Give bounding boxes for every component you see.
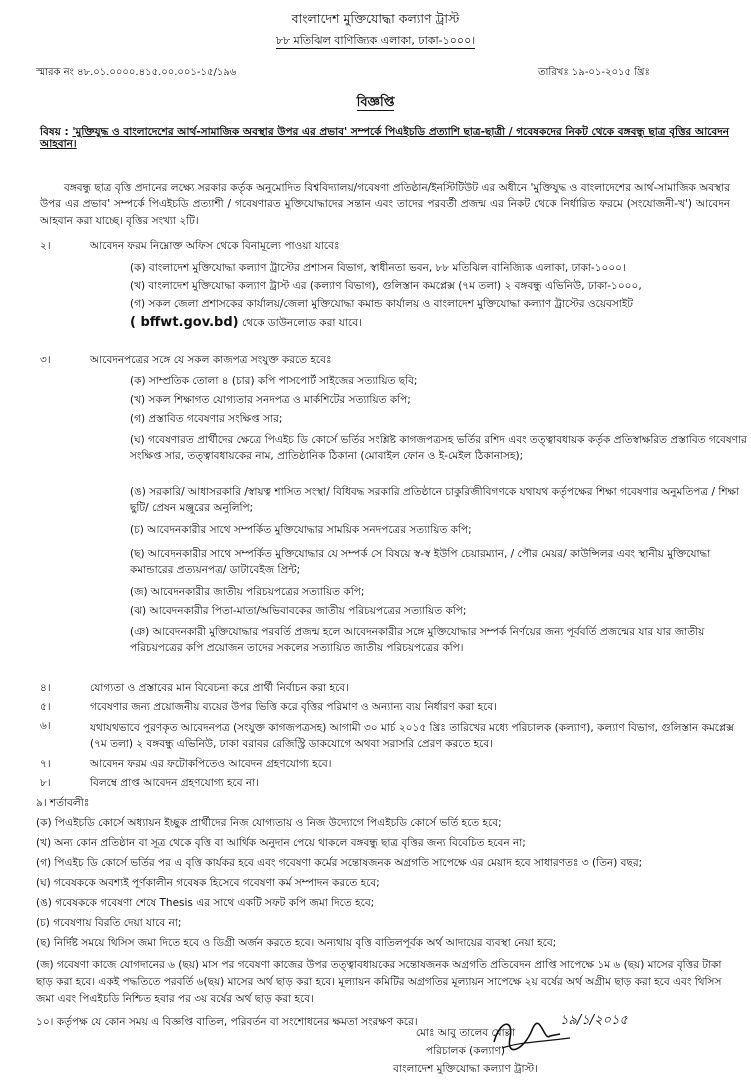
- point-5-text: গবেষণার জন্য প্রয়োজনীয় ব্যয়ের উপর ভিত্তি করে বৃত্তির পরিমাণ ও অন্যান্য ব্যয় নির্ধারণ করা হবে।: [90, 701, 497, 713]
- subject-label: বিষয় :: [40, 126, 69, 138]
- point-6-number: ৬।: [40, 720, 51, 732]
- notice-title-text: বিজ্ঞপ্তি: [356, 95, 395, 110]
- condition-item: (ঙ) গবেষককে গবেষণা শেষে Thesis এর সাথে একটি সফট কপি জমা দিতে হবে;: [36, 897, 375, 909]
- point-5-number: ৫।: [40, 701, 51, 713]
- point-7-number: ৭।: [40, 758, 51, 770]
- condition-item: (জ) গবেষণা কাজে যোগদানের ৬ (ছয়) মাস পর গবেষণা কাজের উপর তত্ত্বাবধায়কের সন্তোষজনক অগ্রগতি প্রতিবেদন প্রাপ্তি সাপেক্ষে ১ম ৬ (ছয়) মাসের বৃত্তির টাকা ছাড় করা হবে। একই পদ্ধতিতে পরবর্তি ৬(ছয়) মাসের অর্থ ছাড় করা হবে। মূল্যায়ন কমিটির অগ্রগতির মূল্যায়ন সাপেক্ষে ২য় বর্ষের অর্থ অগ্রীম ছাড় করা হবে এবং থিসিস জমা এবং পিএইচডি নিশ্চিত হবার পর ৩য় বর্ষের অর্থ ছাড় করা হবে।: [36, 959, 722, 1005]
- section-3-item-ka: (ক) সাম্প্রতিক তোলা ৪ (চার) কপি পাসপোর্ট সাইজের সত্যায়িত ছবি;: [130, 375, 418, 387]
- section-3-number: ৩।: [40, 354, 51, 366]
- header-address-text: ৮৮ মতিঝিল বাণিজ্যিক এলাকা, ঢাকা-১০০০।: [275, 34, 476, 47]
- section-3-item-chha: (ছ) আবেদনকারীর সাথে সম্পর্কিত মুক্তিযোদ্ধার যে সম্পর্ক সে বিষয়ে স্ব-স্ব ইউপি চেয়ারম্যান, / পৌর মেয়র/ কাউন্সিলর এবং স্থানীয় মুক্তিযোদ্ধা কমান্ডারের প্রত্যয়নপত্র/ ডাটাবেইজ প্রিন্ট;: [130, 548, 711, 577]
- condition-item: (খ) অন্য কোন প্রতিষ্ঠান বা সূত্র থেকে বৃত্তি বা আর্থিক অনুদান পেয়ে থাকলে বঙ্গবন্ধু ছাত্র বৃত্তির জন্য বিবেচিত হবেন না;: [36, 837, 526, 849]
- section-3-item-nya: (ঞ) আবেদনকারী মুক্তিযোদ্ধার পরবর্তি প্রজন্ম হলে আবেদনকারীর সঙ্গে মুক্তিযোদ্ধার সম্পর্ক নির্ণয়ের জন্য পূর্ববর্তি প্রজন্মের যার যার জাতীয় পরিচয়পত্রের কপি প্রয়োজন তাদের সকলের সত্যায়িত জাতীয় পরিচয়পত্রের কপি।: [130, 626, 705, 655]
- section-3-item-uma: (ঙ) সরকারি/ আধাসরকারি /স্বায়ত্ব শাসিত সংস্থা/ বিধিবদ্ধ সরকারি প্রতিষ্ঠানে চাকুরিজীবিগণকে যথাযথ কর্তৃপক্ষের শিক্ষা গবেষণার অনুমতিপত্র / শিক্ষা ছুটি/ প্রেষন মঞ্জুরের অনুলিপি;: [130, 486, 740, 515]
- section-2-number: ২।: [40, 240, 51, 252]
- point-4-text: যোগ্যতা ও প্রস্তাবের মান বিবেচনা করে প্রার্থী নির্বাচন করা হবে।: [90, 682, 349, 694]
- header-address: [0, 35, 751, 48]
- section-2-text: আবেদন ফরম নিম্নোক্ত অফিস থেকে বিনামূল্যে পাওয়া যাবেঃ: [90, 240, 340, 252]
- subject-text: 'মুক্তিযুদ্ধ ও বাংলাদেশের আর্থ-সামাজিক অবস্থার উপর এর প্রভাব' সম্পর্কে পিএইচডি প্রত্যাশি ছাত্র-ছাত্রী / গবেষকদের নিকট থেকে বঙ্গবন্ধু ছাত্র বৃত্তির আবেদন আহবান।: [40, 126, 730, 151]
- section-3-text: আবেদনপত্রের সঙ্গে যে সকল কাজপত্র সংযুক্ত করতে হবেঃ: [90, 354, 332, 366]
- final-clause-number: ১০।: [36, 1016, 54, 1028]
- section-2-item-ka: (ক) বাংলাদেশ মুক্তিযোদ্ধা কল্যাণ ট্রাস্টের প্রশাসন বিভাগ, স্বাধীনতা ভবন, ৮৮ মতিঝিল বানিজ্যিক এলাকা, ঢাকা-১০০০।: [130, 262, 626, 274]
- condition-item: (ক) পিএইচডি কোর্সে অধ্যায়ন ইচ্ছুক প্রার্থীদের নিজ যোগ্যতায় ও নিজ উদ্যোগে পিএইচডি কোর্সে ভর্তি হতে হবে;: [36, 817, 502, 829]
- condition-item: (ছ) নির্দিষ্ট সময়ে থিসিস জমা দিতে হবে ও ডিগ্রী অর্জন করতে হবে। অন্যথায় বৃত্তি বাতিলপূর্বক অর্থ আদায়ের ব্যবস্থা নেয়া হবে;: [36, 937, 557, 949]
- signatory-name: মোঃ আবু তালেব মোল্লা: [415, 1027, 516, 1039]
- section-3-item-gha: (ঘ) গবেষণারত প্রার্থীদের ক্ষেত্রে পিএইচ ডি কোর্সে ভর্তির সংশ্লিষ্ট কাগজপত্রসহ ভর্তির রশিদ এবং তত্ত্বাবধায়ক কর্তৃক প্রতিস্বাক্ষরিত প্রস্তাবিত গবেষণার সংক্ষিপ্ত সার, তত্ত্বাবধায়কের নাম, প্রাতিষ্ঠানিক ঠিকানা (মোবাইল ফোন ও ই-মেইল ঠিকানাসহ);: [130, 434, 747, 463]
- final-clause-text: কর্তৃপক্ষ যে কোন সময় এ বিজ্ঞপ্তি বাতিল, পরিবর্তন বা সংশোধনের ক্ষমতা সংরক্ষণ করে।: [56, 1016, 418, 1028]
- section-3-item-kha: (খ) সকল শিক্ষাগত যোগ্যতার সনদপত্র ও মার্কশিটের সত্যায়িত কপি;: [130, 394, 411, 406]
- section-3-item-ja: (জ) আবেদনকারীর জাতীয় পরিচয়পত্রের সত্যায়িত কপি;: [130, 586, 365, 598]
- memo-date: তারিখঃ ১৯-০১-২০১৫ খ্রিঃ: [538, 67, 650, 78]
- point-6-text: যথাযথভাবে পুরণকৃত আবেদনপত্র (সংযুক্ত কাগজপত্রসহ) আগামী ৩০ মার্চ ২০১৫ খ্রিঃ তারিখের মধ্যে পরিচালক (কল্যাণ), কল্যাণ বিভাগ, গুলিস্তান কমপ্লেক্স (৭ম তলা) ২ বঙ্গবন্ধু এভিনিউ, ঢাকা বরাবর রেজিস্ট্রি ডাকযোগে অথবা সরাসরি প্রেরণ করতে হবে।: [90, 722, 734, 751]
- signature-date: ১৯/১/২০১৫: [560, 1013, 628, 1028]
- condition-item: (গ) পিএইচ ডি কোর্সে ভর্তির পর এ বৃত্তি কার্যকর হবে এবং গবেষণা কর্মের সন্তোষজনক অগ্রগতি সাপেক্ষে এর মেয়াদ হবে সাধারণতঃ ৩ (তিন) বছর;: [36, 857, 643, 869]
- memo-reference: স্মারক নং ৪৮.০১.০০০০.৪১৫.০০.০০১-১৫/১৯৬: [36, 67, 237, 78]
- signatory-designation: পরিচালক (কল্যাণ): [426, 1045, 505, 1057]
- section-3-item-jha: (ঝ) আবেদনকারীর পিতা-মাতা/অভিবাবকের জাতীয় পরিচয়পত্রের সত্যায়িত কপি;: [130, 605, 467, 617]
- website-suffix: থেকে ডাউনলোড করা যাবে।: [241, 317, 362, 329]
- intro-paragraph: বঙ্গবন্ধু ছাত্র বৃত্তি প্রদানের লক্ষ্যে সরকার কর্তৃক অনুমোদিত বিশ্ববিদ্যালয়/গবেষণা প্রতিষ্ঠান/ইনস্টিটিউট এর অধীনে 'মুক্তিযুদ্ধ ও বাংলাদেশের আর্থ-সামাজিক অবস্থার উপর এর প্রভাব' সম্পর্কে পিএইচডি প্রত্যাশী / গবেষণারত মুক্তিযোদ্ধাদের সন্তান এবং তাদের পরবর্তী প্রজন্ম এর নিকট থেকে নির্ধারিত ফরমে (সংযোজনী-খ') আবেদন আহবান করা যাচ্ছে। বৃত্তির সংখ্যা ২টি।: [40, 182, 730, 227]
- point-4-number: ৪।: [40, 682, 51, 694]
- signatory-org: বাংলাদেশ মুক্তিযোদ্ধা কল্যাণ ট্রাস্ট।: [393, 1063, 538, 1075]
- header-org-name: বাংলাদেশ মুক্তিযোদ্ধা কল্যাণ ট্রাস্ট: [291, 11, 460, 26]
- section-3-item-ga: (গ) প্রস্তাবিত গবেষণার সংক্ষিপ্ত সার;: [130, 413, 283, 425]
- section-3-item-cha: (চ) আবেদনকারীর সাথে সম্পর্কিত মুক্তিযোদ্ধার সাময়িক সনদপত্রের সত্যায়িত কপি;: [130, 524, 472, 536]
- subject-line: [40, 126, 730, 150]
- point-7-text: আবেদন ফরম এর ফটোকপিতেও আবেদন গ্রহণযোগ্য হবে।: [90, 758, 332, 770]
- point-8-number: ৮।: [40, 777, 51, 789]
- condition-item: (চ) গবেষণায় বিরতি দেয়া যাবে না;: [36, 917, 182, 929]
- section-2-item-kha: (খ) বাংলাদেশ মুক্তিযোদ্ধা কল্যাণ ট্রাস্ট এর (কল্যাণ বিভাগ), গুলিস্তান কমপ্লেক্স (৭ম তলা) ২ বঙ্গবন্ধু এভিনিউ, ঢাকা-১০০০,: [130, 280, 642, 292]
- point-8-text: বিলম্বে প্রাপ্ত আবেদন গ্রহণযোগ্য হবে না।: [90, 777, 259, 789]
- website-link[interactable]: ( bffwt.gov.bd): [130, 315, 239, 330]
- condition-item: (ঘ) গবেষককে অবশ্যই পূর্ণকালীন গবেষক হিসেবে গবেষণা কর্ম সম্পাদন করতে হবে;: [36, 877, 380, 889]
- conditions-heading: ৯। শর্তাবলীঃ: [36, 797, 90, 809]
- section-2-website-line: [130, 316, 750, 331]
- notice-title: [0, 96, 751, 111]
- section-2-item-ga: (গ) সকল জেলা প্রশাসকের কার্যালয়/জেলা মুক্তিযোদ্ধা কমান্ড কার্যালয় ও বাংলাদেশ মুক্তিযোদ্ধা কল্যাণ ট্রাস্টের ওয়েবসাইট: [130, 298, 634, 310]
